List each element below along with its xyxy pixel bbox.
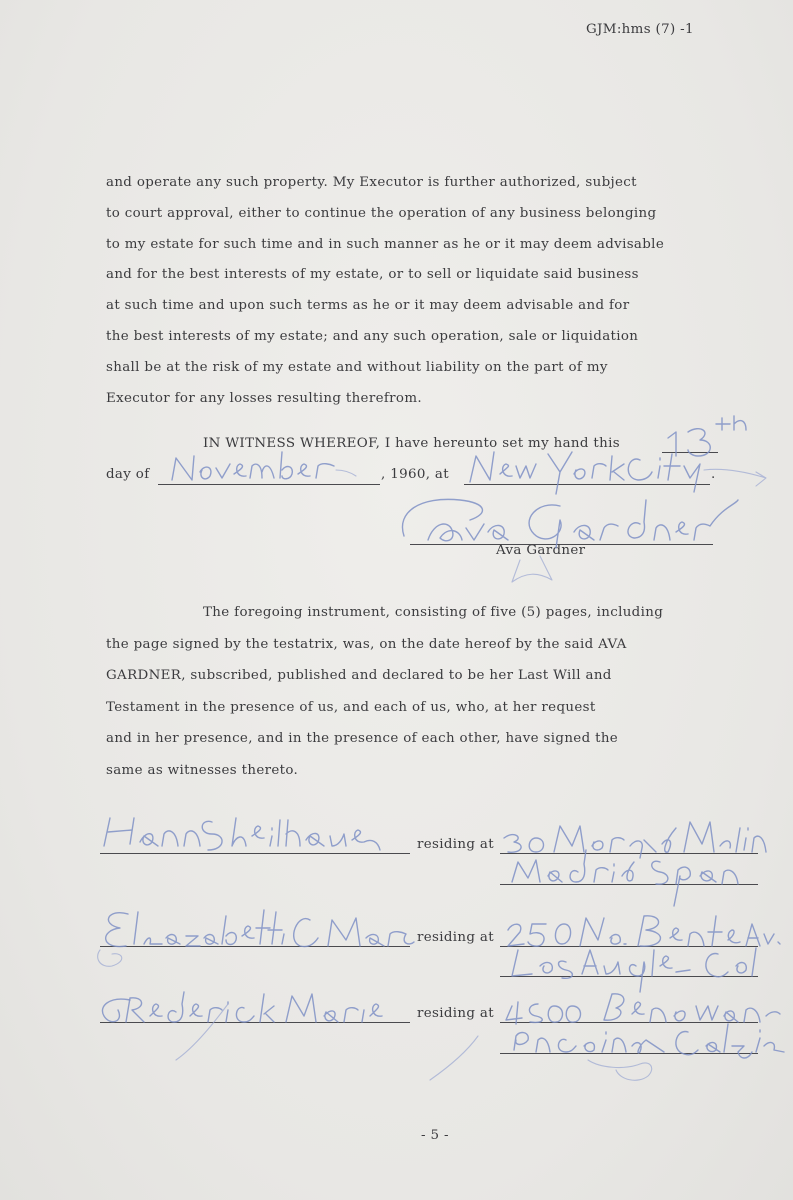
witness-1-signature <box>104 818 380 850</box>
paragraph-line: to my estate for such time and in such manner as he or it may deem advisable <box>106 236 665 252</box>
clause-period: . <box>711 467 716 482</box>
witness-2-signature <box>98 910 414 966</box>
paragraph-line: shall be at the risk of my estate and without liability on the part of my <box>106 359 608 375</box>
attestation-paragraph <box>106 604 746 794</box>
paragraph-line: at such time and upon such terms as he or it may deem advisable and for <box>106 298 630 314</box>
paragraph-line: Testament in the presence of us, and each of us, who, at her request <box>106 699 596 715</box>
executor-paragraph <box>106 174 746 420</box>
handwritten-month <box>172 452 356 480</box>
year-text: , 1960, at <box>381 467 449 482</box>
paragraph-line: The foregoing instrument, consisting of five (5) pages, including <box>203 605 664 620</box>
handwritten-place <box>470 452 766 494</box>
witness-2-address-line-2 <box>500 976 758 977</box>
witness-2-signature-line <box>100 946 410 947</box>
paragraph-line: same as witnesses thereto. <box>106 762 299 778</box>
month-blank <box>158 484 380 485</box>
testatrix-signature <box>402 499 738 582</box>
witness-2-address-line-1 <box>500 946 758 947</box>
witness-1-address-line-1 <box>500 853 758 854</box>
testatrix-name: Ava Gardner <box>496 543 586 558</box>
witness-1-address-line-2 <box>500 884 758 885</box>
paragraph-line: GARDNER, subscribed, published and declared to be her Last Will and <box>106 668 612 684</box>
witness-2-address <box>508 916 780 992</box>
witness-3-residing-label: residing at <box>417 1006 495 1021</box>
paragraph-line: the page signed by the testatrix, was, on the date hereof by the said AVA <box>106 636 627 652</box>
place-blank <box>464 484 710 485</box>
witness-2-residing-label: residing at <box>417 930 495 945</box>
paragraph-line: Executor for any losses resulting therefrom. <box>106 390 422 406</box>
paragraph-line: and for the best interests of my estate, or to sell or liquidate said business <box>106 267 639 283</box>
witness-1-signature-line <box>100 853 410 854</box>
witness-3-signature <box>102 992 382 1060</box>
paragraph-line: and operate any such property. My Executor is further authorized, subject <box>106 175 637 190</box>
paragraph-line: and in her presence, and in the presence of each other, have signed the <box>106 731 619 747</box>
witness-3-address-line-1 <box>500 1022 758 1023</box>
day-blank <box>662 452 718 453</box>
day-of-label: day of <box>106 467 150 482</box>
witness-1-address <box>504 822 766 906</box>
handwritten-day <box>668 416 746 456</box>
witness-clause-line: IN WITNESS WHEREOF, I have hereunto set my hand this <box>203 436 620 451</box>
witness-1-residing-label: residing at <box>417 837 495 852</box>
witness-3-address-line-2 <box>500 1053 758 1054</box>
paragraph-line: to court approval, either to continue the operation of any business belonging <box>106 205 657 221</box>
paragraph-line: the best interests of my estate; and any such operation, sale or liquidation <box>106 328 639 344</box>
witness-3-signature-line <box>100 1022 410 1023</box>
page-number: - 5 - <box>421 1128 449 1143</box>
document-reference: GJM:hms (7) -1 <box>586 22 694 37</box>
